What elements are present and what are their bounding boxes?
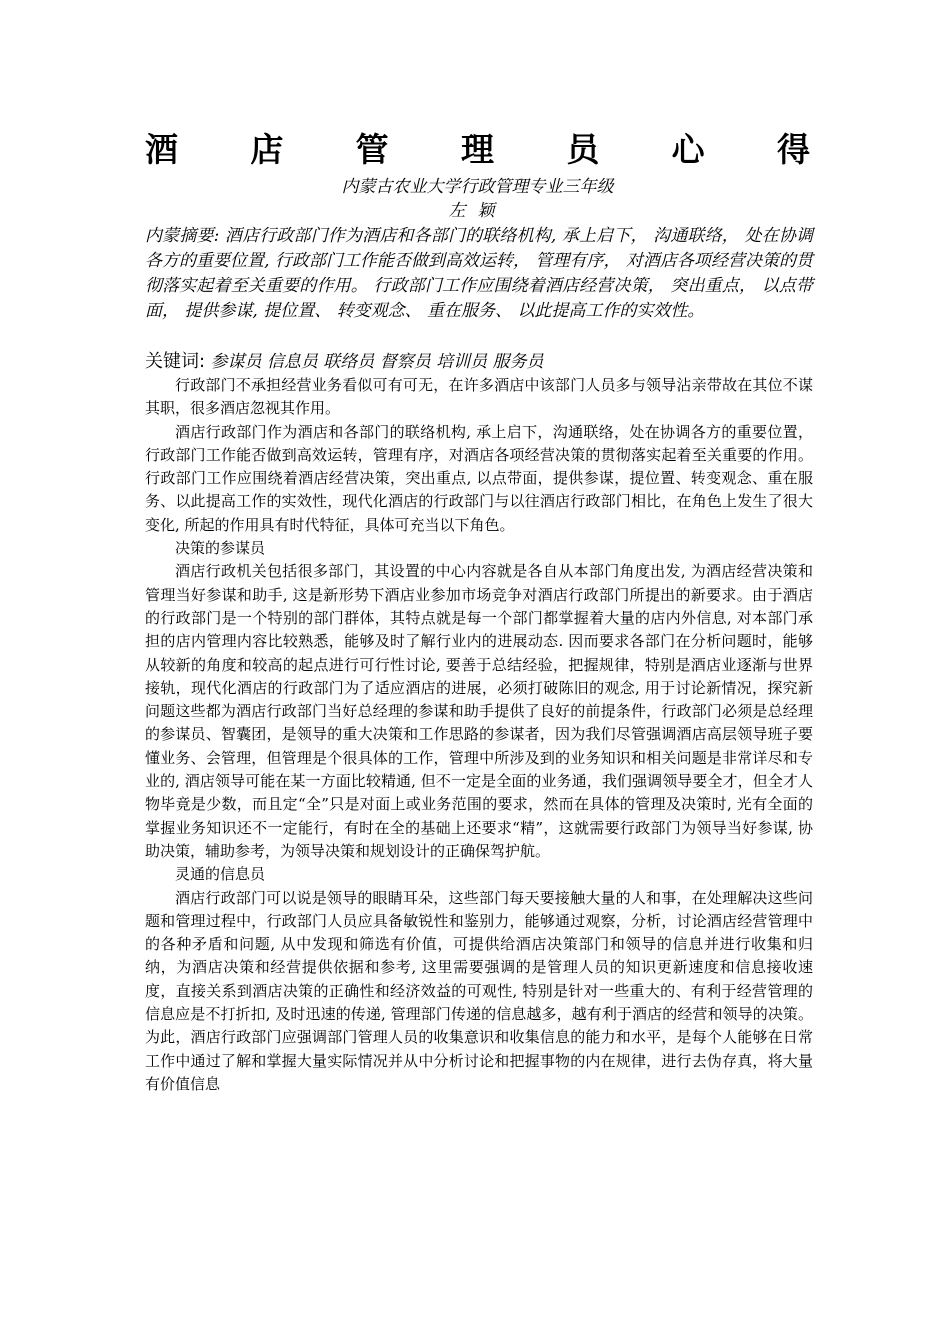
section-heading: 决策的参谋员 <box>175 539 266 558</box>
paragraph: 酒店行政部门作为酒店和各部门的联络机构, 承上启下，沟通联络，处在协调各方的重要位置，行政部门工作能否做到高效运转，管理有序，对酒店各项经营决策的贯彻落实起着至关重要的作用。行政部门工作应围绕着酒店经营决策，突出重点, 以点带面，提供参谋，提位置、转变观念、重在服务、以此提高工作的实效性，现代化酒店的行政部门与以往酒店行政部门相比，在角色上发生了很大变化, 所起的作用具有时代特征，具体可充当以下角色。 <box>145 422 813 534</box>
abstract: 内蒙摘要: 酒店行政部门作为酒店和各部门的联络机构, 承上启下， 沟通联络， 处在协调各方的重要位置, 行政部门工作能否做到高效运转， 管理有序， 对酒店各项经营决策的贯彻落实起着至关重要的作用。 行政部门工作应围绕着酒店经营决策， 突出重点， 以点带面， 提供参谋, 提位置、 转变观念、 重在服务、 以此提高工作的实效性。 <box>145 226 813 321</box>
paragraph: 酒店行政机关包括很多部门，其设置的中心内容就是各自从本部门角度出发, 为酒店经营决策和管理当好参谋和助手, 这是新形势下酒店业参加市场竞争对酒店行政部门所提出的新要求。由于酒店的行政部门是一个特别的部门群体，其特点就是每一个部门都掌握着大量的店内外信息, 对本部门承担的店内管理内容比较熟悉，能够及时了解行业内的进展动态. 因而要求各部门在分析问题时，能够从较新的角度和较高的起点进行可行性讨论, 要善于总结经验，把握规律，特别是酒店业逐渐与世界接轨，现代化酒店的行政部门为了适应酒店的进展，必须打破陈旧的观念, 用于讨论新情况，探究新问题这些都为酒店行政部门当好总经理的参谋和助手提供了良好的前提条件，行政部门必须是总经理的参谋员、智囊团，是领导的重大决策和工作思路的参谋者，因为我们尽管强调酒店高层领导班子要懂业务、会管理，但管理是个很具体的工作，管理中所涉及到的业务知识和相关问题是非常详尽和专业的, 酒店领导可能在某一方面比较精通, 但不一定是全面的业务通，我们强调领导要全才，但全才人物毕竟是少数，而且定“全”只是对面上或业务范围的要求，然而在具体的管理及决策时, 光有全面的掌握业务知识还不一定能行，有时在全的基础上还要求“精”，这就需要行政部门为领导当好参谋, 协助决策，辅助参考，为领导决策和规划设计的正确保驾护航。 <box>145 562 813 860</box>
title-char: 理 <box>460 130 494 169</box>
title-char: 管 <box>355 130 389 169</box>
title-char: 员 <box>566 130 600 169</box>
body-text <box>145 374 813 1096</box>
affiliation: 内蒙古农业大学行政管理专业三年级 <box>341 177 614 197</box>
paragraph: 酒店行政部门可以说是领导的眼睛耳朵，这些部门每天要接触大量的人和事，在处理解决这些问题和管理过程中，行政部门人员应具备敏锐性和鉴别力，能够通过观察，分析，讨论酒店经营管理中的各种矛盾和问题, 从中发现和筛选有价值，可提供给酒店决策部门和领导的信息并进行收集和归纳，为酒店决策和经营提供依据和参考, 这里需要强调的是管理人员的知识更新速度和信息接收速度，直接关系到酒店决策的正确性和经济效益的可观性, 特别是针对一些重大的、有利于经营管理的信息应是不打折扣, 及时迅速的传递, 管理部门传递的信息越多，越有利于酒店的经营和领导的决策。为此，酒店行政部门应强调部门管理人员的收集意识和收集信息的能力和水平，是每个人能够在日常工作中通过了解和掌握大量实际情况并从中分析讨论和把握事物的内在规律，进行去伪存真，将大量有价值信息 <box>145 888 813 1093</box>
title-char: 酒 <box>145 130 178 169</box>
document-title <box>145 128 810 172</box>
title-char: 得 <box>776 130 810 169</box>
keywords-line <box>145 350 813 374</box>
section-heading: 灵通的信息员 <box>175 865 266 884</box>
title-char: 心 <box>671 130 705 169</box>
author-name: 左颖 <box>448 201 507 221</box>
title-char: 店 <box>250 130 284 169</box>
keywords-list: 参谋员 信息员 联络员 督察员 培训员 服务员 <box>210 352 544 372</box>
keywords-label: 关键词: <box>145 351 206 372</box>
paragraph: 行政部门不承担经营业务看似可有可无，在许多酒店中该部门人员多与领导沾亲带故在其位不谋其职，很多酒店忽视其作用。 <box>145 376 813 418</box>
